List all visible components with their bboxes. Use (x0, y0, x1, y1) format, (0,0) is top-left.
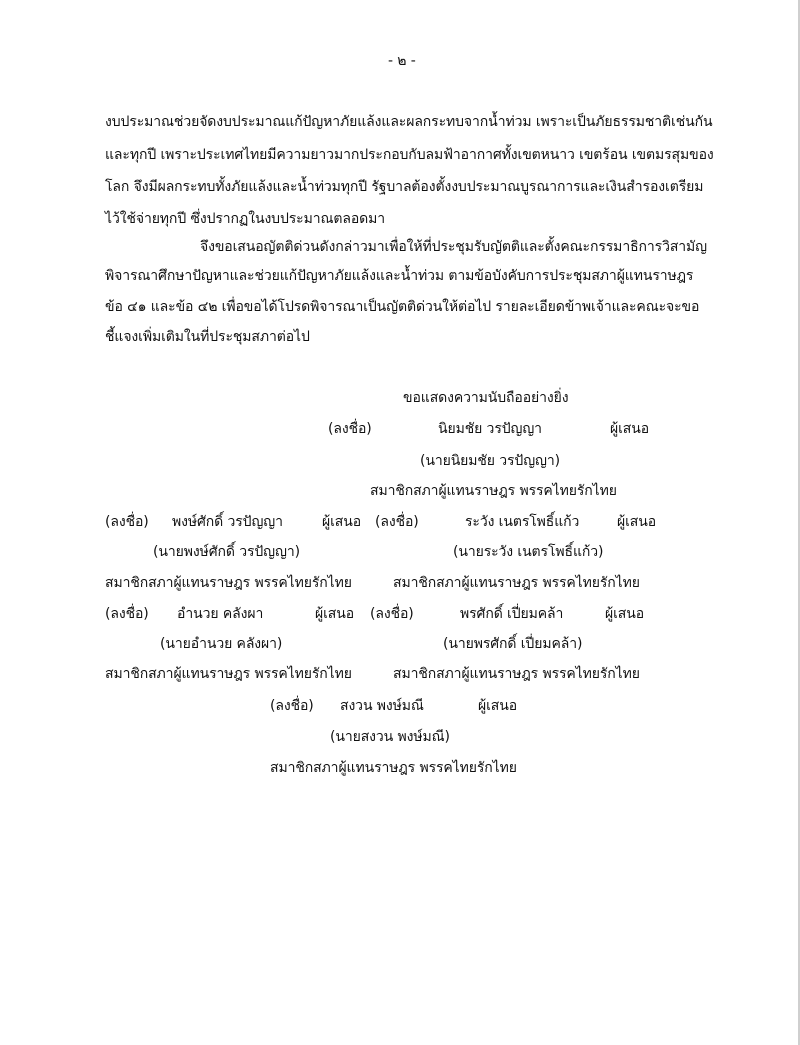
sign-label: (ลงชื่อ) (105, 606, 149, 622)
signer-3-signature: ระวัง เนตรโพธิ์แก้ว (465, 514, 580, 530)
signer-6-signature: สงวน พงษ์มณี (340, 698, 424, 714)
proposer-label: ผู้เสนอ (478, 698, 518, 714)
proposer-label: ผู้เสนอ (315, 606, 355, 622)
paragraph-1-line-3: โลก จึงมีผลกระทบทั้งภัยแล้งและน้ำท่วมทุกปี รัฐบาลต้องตั้งงบประมาณบูรณาการและเงินสำรองเตรียม (105, 179, 704, 195)
signer-6-full-name: (นายสงวน พงษ์มณี) (330, 729, 450, 745)
signer-6-party: สมาชิกสภาผู้แทนราษฎร พรรคไทยรักไทย (270, 760, 517, 776)
proposer-label: ผู้เสนอ (605, 606, 645, 622)
proposer-label: ผู้เสนอ (610, 421, 650, 437)
paragraph-2-line-2: พิจารณาศึกษาปัญหาและช่วยแก้ปัญหาภัยแล้งและน้ำท่วม ตามข้อบังคับการประชุมสภาผู้แทนราษฎร (105, 268, 694, 284)
paragraph-1-line-2: และทุกปี เพราะประเทศไทยมีความยาวมากประกอบกับลมฟ้าอากาศทั้งเขตหนาว เขตร้อน เขตมรสุมของ (105, 147, 714, 163)
signer-5-party: สมาชิกสภาผู้แทนราษฎร พรรคไทยรักไทย (393, 666, 640, 682)
page-number: - ๒ - (388, 53, 416, 69)
proposer-label: ผู้เสนอ (617, 514, 657, 530)
signer-3-full-name: (นายระวัง เนตรโพธิ์แก้ว) (453, 544, 604, 560)
proposer-label: ผู้เสนอ (322, 514, 362, 530)
paragraph-1-line-1: งบประมาณช่วยจัดงบประมาณแก้ปัญหาภัยแล้งและผลกระทบจากน้ำท่วม เพราะเป็นภัยธรรมชาติเช่นกัน (105, 114, 713, 130)
signer-3-party: สมาชิกสภาผู้แทนราษฎร พรรคไทยรักไทย (393, 575, 640, 591)
signer-5-full-name: (นายพรศักดิ์ เปี่ยมคล้า) (443, 636, 583, 652)
paragraph-2-line-1: จึงขอเสนอญัตติด่วนดังกล่าวมาเพื่อให้ที่ประชุมรับญัตติและตั้งคณะกรรมาธิการวิสามัญ (200, 239, 708, 255)
sign-label: (ลงชื่อ) (370, 606, 414, 622)
sign-label: (ลงชื่อ) (375, 514, 419, 530)
sign-label: (ลงชื่อ) (105, 514, 149, 530)
paragraph-1-line-4: ไว้ใช้จ่ายทุกปี ซึ่งปรากฏในงบประมาณตลอดมา (105, 211, 386, 227)
sign-label: (ลงชื่อ) (328, 421, 372, 437)
signer-4-full-name: (นายอำนวย คลังผา) (160, 636, 283, 652)
sign-label: (ลงชื่อ) (270, 698, 314, 714)
paragraph-2-line-4: ชี้แจงเพิ่มเติมในที่ประชุมสภาต่อไป (105, 329, 310, 345)
signer-4-party: สมาชิกสภาผู้แทนราษฎร พรรคไทยรักไทย (105, 666, 352, 682)
closing-salutation: ขอแสดงความนับถืออย่างยิ่ง (403, 390, 569, 406)
paragraph-2-line-3: ข้อ ๔๑ และข้อ ๔๒ เพื่อขอได้โปรดพิจารณาเป็นญัตติด่วนให้ต่อไป รายละเอียดข้าพเจ้าและคณะจะขอ (105, 299, 700, 315)
signer-1-full-name: (นายนิยมชัย วรปัญญา) (420, 453, 561, 469)
signer-4-signature: อำนวย คลังผา (177, 606, 264, 622)
signer-2-signature: พงษ์ศักดิ์ วรปัญญา (172, 514, 283, 530)
signer-5-signature: พรศักดิ์ เปี่ยมคล้า (460, 606, 564, 622)
signer-2-party: สมาชิกสภาผู้แทนราษฎร พรรคไทยรักไทย (105, 575, 352, 591)
signer-2-full-name: (นายพงษ์ศักดิ์ วรปัญญา) (153, 544, 300, 560)
signer-1-signature: นิยมชัย วรปัญญา (438, 421, 542, 437)
signer-1-party: สมาชิกสภาผู้แทนราษฎร พรรคไทยรักไทย (370, 483, 617, 499)
